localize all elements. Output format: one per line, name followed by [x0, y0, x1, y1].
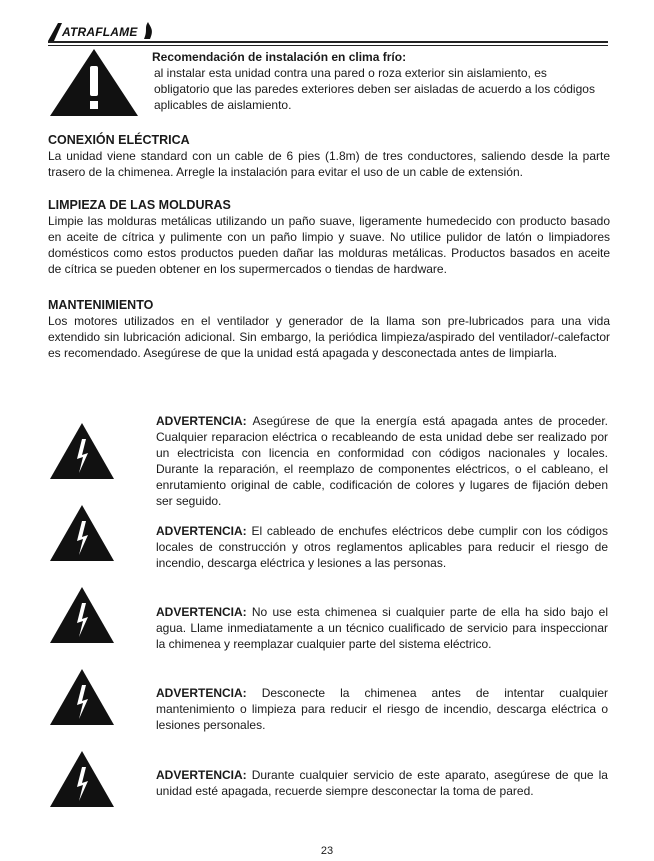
warning-text: Asegúrese de que la energía está apagada antes de proceder. Cualquier reparacion eléctrica o recableando de esta unidad debe ser realizado por un electricista con licencia en conformidad con códigos nacionales y locales. Durante la reparación, el reemplazo de componentes eléctricos, o el cableano, el enrutamiento original de cable, codificación de colores y lugares de fijación deben ser seguido. [156, 414, 608, 508]
logo-text: ATRAFLAME [62, 25, 138, 39]
section-maintenance [48, 297, 610, 361]
electric-hazard-icon [48, 503, 116, 563]
warning-text: No use esta chimenea si cualquier parte de ella ha sido bajo el agua. Llame inmediatamente a un técnico cualificado de servicio para inspeccionar la chimenea y reemplazar cualquier parte del sistema eléctrico. [156, 605, 608, 651]
section-body: Limpie las molduras metálicas utilizando un paño suave, ligeramente humedecido con producto basado en aceite de cítrica y pulimente con un paño limpio y suave. No utilice pulidor de latón o limpiadores domésticos como estos productos pueden dañar las molduras metálicas. Productos basados en aceite de cítrica se pueden obtener en los supermercados o tiendas de hardware. [48, 214, 610, 276]
electric-hazard-icon [48, 585, 116, 645]
cold-climate-title: Recomendación de instalación en clima frío: [152, 50, 407, 64]
section-heading: LIMPIEZA DE LAS MOLDURAS [48, 198, 231, 212]
cold-climate-recommendation [152, 49, 597, 113]
section-heading: MANTENIMIENTO [48, 298, 154, 312]
electric-hazard-icon [48, 749, 116, 809]
section-electrical [48, 132, 610, 180]
warning-text: El cableado de enchufes eléctricos debe cumplir con los códigos locales de construcción y otros reglamentos aplicables para reducir el riesgo de incendio, descarga eléctrica y lesiones a las personas. [156, 524, 608, 570]
cold-climate-body: al instalar esta unidad contra una pared o roza exterior sin aislamiento, es obligatorio que las paredes exteriores deben ser aisladas de acuerdo a los códigos aplicables de aislamiento. [154, 66, 595, 112]
brand-logo [48, 20, 158, 42]
caution-icon [47, 46, 141, 118]
warning-label: ADVERTENCIA: [156, 414, 253, 428]
warning-2 [156, 523, 608, 571]
electric-hazard-icon [48, 421, 116, 481]
warning-5 [156, 767, 608, 799]
warning-1 [156, 413, 608, 509]
electric-hazard-icon [48, 667, 116, 727]
warning-text: Desconecte la chimenea antes de intentar cualquier mantenimiento o limpieza para reducir el riesgo de incendio, descarga eléctrica o lesiones personales. [156, 686, 608, 732]
warning-4 [156, 685, 608, 733]
section-body: La unidad viene standard con un cable de 6 pies (1.8m) de tres conductores, saliendo desde la parte trasero de la chimenea. Arregle la instalación para evitar el uso de un cable de extensión. [48, 149, 610, 179]
header-rule [48, 41, 608, 43]
warning-label: ADVERTENCIA: [156, 768, 252, 782]
warning-label: ADVERTENCIA: [156, 686, 262, 700]
section-heading: CONEXIÓN ELÉCTRICA [48, 133, 190, 147]
warning-label: ADVERTENCIA: [156, 605, 252, 619]
warning-3 [156, 604, 608, 652]
warning-text: Durante cualquier servicio de este aparato, asegúrese de que la unidad esté apagada, recuerde siempre desconectar la toma de pared. [156, 768, 608, 798]
page-number: 23 [320, 845, 334, 857]
warning-label: ADVERTENCIA: [156, 524, 252, 538]
section-body: Los motores utilizados en el ventilador y generador de la llama son pre-lubricados para una vida extendido sin lubricación adicional. Sin embargo, la periódica limpieza/aspirado del ventilador/-calefactor es recomendado. Asegúrese de que la unidad está apagada y desconectada antes de limpiarla. [48, 314, 610, 360]
section-cleaning [48, 197, 610, 277]
